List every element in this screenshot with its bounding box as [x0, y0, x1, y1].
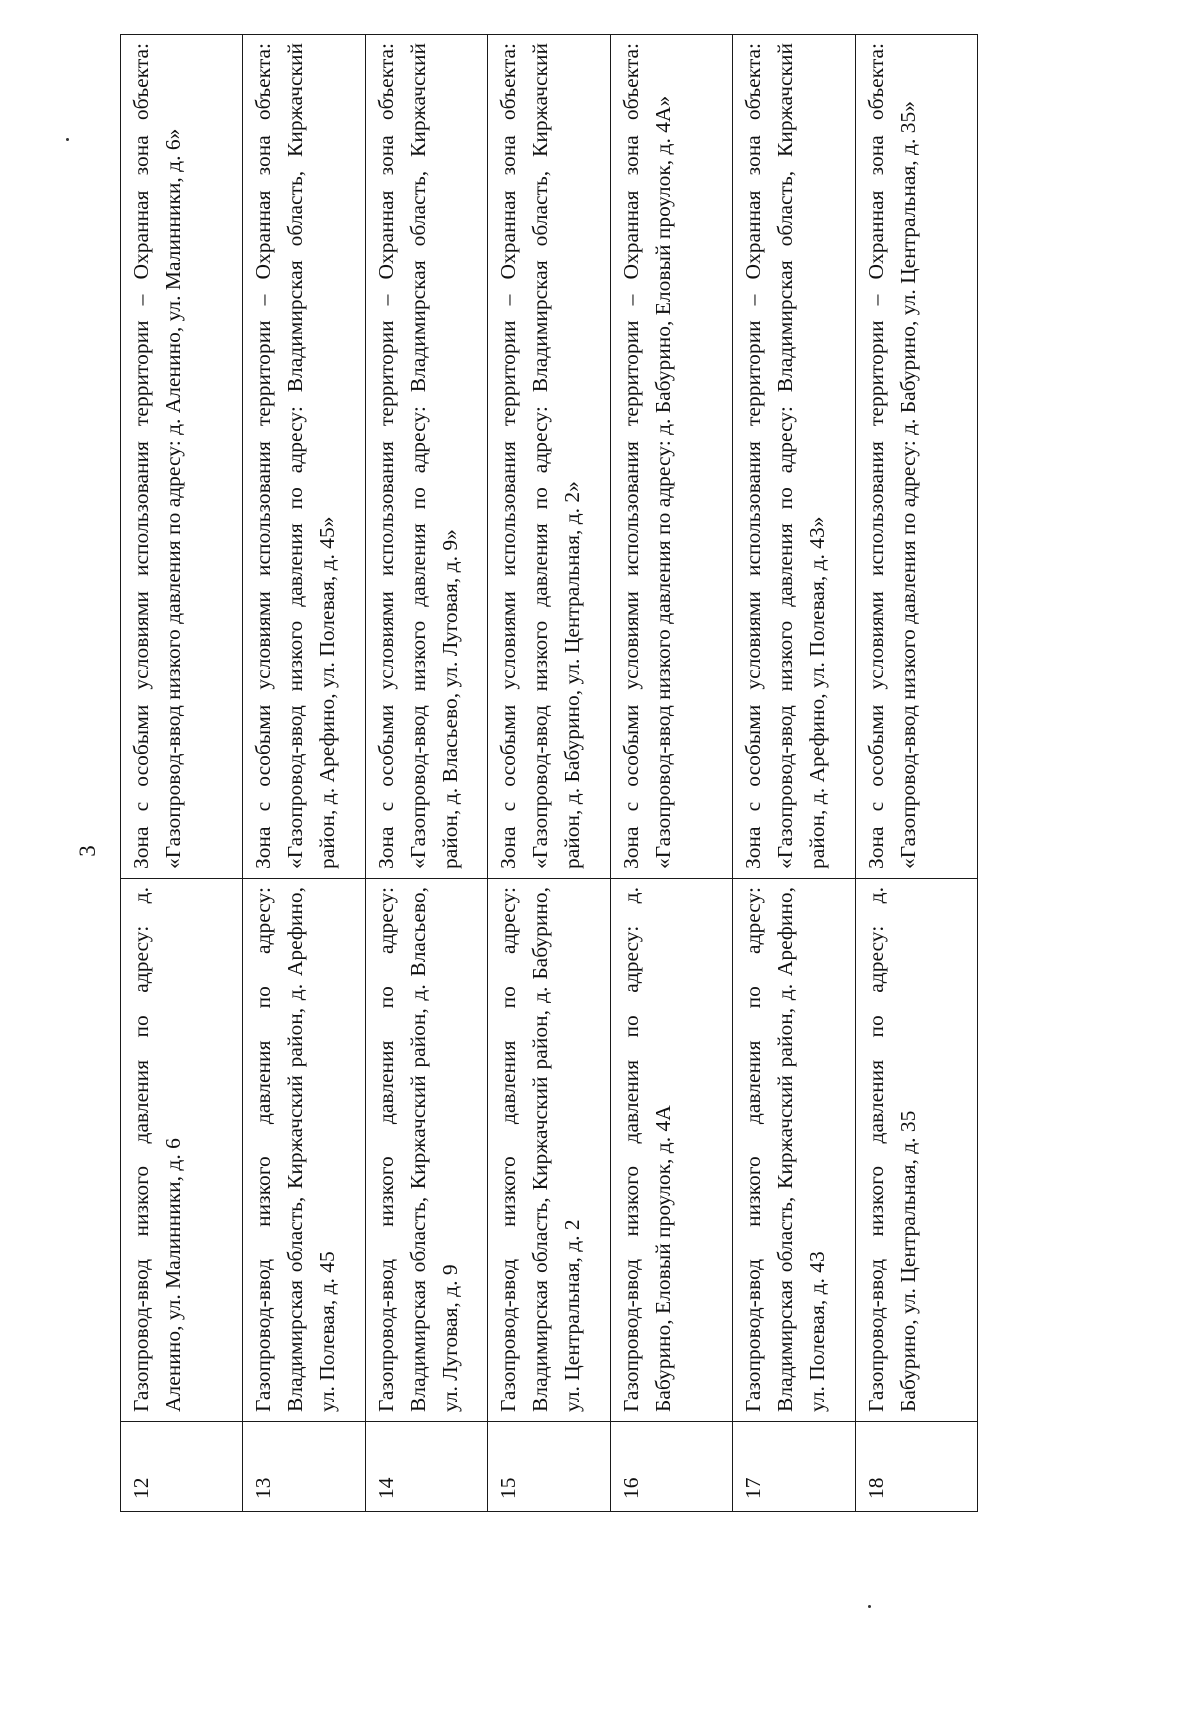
object-name: Газопровод-ввод низкого давления по адресу: д. Бабурино, Еловый проулок, д. 4А	[610, 879, 732, 1422]
table-row	[733, 35, 855, 1512]
object-name: Газопровод-ввод низкого давления по адресу: Владимирская область, Киржачский район, д. Арефино, ул. Полевая, д. 45	[243, 879, 365, 1422]
zone-description: Зона с особыми условиями использования территории – Охранная зона объекта: «Газопровод-ввод низкого давления по адресу: Владимирская область, Киржачский район, д. Арефино, ул. Полевая, д. 43»	[733, 35, 855, 879]
scan-speck	[66, 138, 69, 141]
table-row	[855, 35, 977, 1512]
table-row	[243, 35, 365, 1512]
zone-description: Зона с особыми условиями использования территории – Охранная зона объекта: «Газопровод-ввод низкого давления по адресу: Владимирская область, Киржачский район, д. Власьево, ул. Луговая, д. 9»	[365, 35, 487, 879]
zone-description: Зона с особыми условиями использования территории – Охранная зона объекта: «Газопровод-ввод низкого давления по адресу: д. Бабурино, Еловый проулок, д. 4А»	[610, 35, 732, 879]
zone-description: Зона с особыми условиями использования территории – Охранная зона объекта: «Газопровод-ввод низкого давления по адресу: Владимирская область, Киржачский район, д. Бабурино, ул. Центральная, д. 2»	[488, 35, 610, 879]
object-name: Газопровод-ввод низкого давления по адресу: Владимирская область, Киржачский район, д. Власьево, ул. Луговая, д. 9	[365, 879, 487, 1422]
object-name: Газопровод-ввод низкого давления по адресу: д. Бабурино, ул. Центральная, д. 35	[855, 879, 977, 1422]
row-number: 18	[855, 1422, 977, 1512]
object-name: Газопровод-ввод низкого давления по адресу: Владимирская область, Киржачский район, д. Бабурино, ул. Центральная, д. 2	[488, 879, 610, 1422]
registry-table	[120, 34, 978, 1512]
row-number: 13	[243, 1422, 365, 1512]
table-row	[365, 35, 487, 1512]
scan-speck	[868, 1605, 871, 1608]
zone-description: Зона с особыми условиями использования территории – Охранная зона объекта: «Газопровод-ввод низкого давления по адресу: д. Бабурино, ул. Центральная, д. 35»	[855, 35, 977, 879]
registry-table-rotated	[120, 35, 978, 1512]
object-name: Газопровод-ввод низкого давления по адресу: д. Аленино, ул. Малинники, д. 6	[121, 879, 243, 1422]
table-row	[488, 35, 610, 1512]
zone-description: Зона с особыми условиями использования территории – Охранная зона объекта: «Газопровод-ввод низкого давления по адресу: д. Аленино, ул. Малинники, д. 6»	[121, 35, 243, 879]
object-name: Газопровод-ввод низкого давления по адресу: Владимирская область, Киржачский район, д. Арефино, ул. Полевая, д. 43	[733, 879, 855, 1422]
row-number: 17	[733, 1422, 855, 1512]
table-row	[121, 35, 243, 1512]
row-number: 12	[121, 1422, 243, 1512]
zone-description: Зона с особыми условиями использования территории – Охранная зона объекта: «Газопровод-ввод низкого давления по адресу: Владимирская область, Киржачский район, д. Арефино, ул. Полевая, д. 45»	[243, 35, 365, 879]
table-row	[610, 35, 732, 1512]
row-number: 14	[365, 1422, 487, 1512]
row-number: 16	[610, 1422, 732, 1512]
page-number: 3	[75, 845, 100, 857]
row-number: 15	[488, 1422, 610, 1512]
